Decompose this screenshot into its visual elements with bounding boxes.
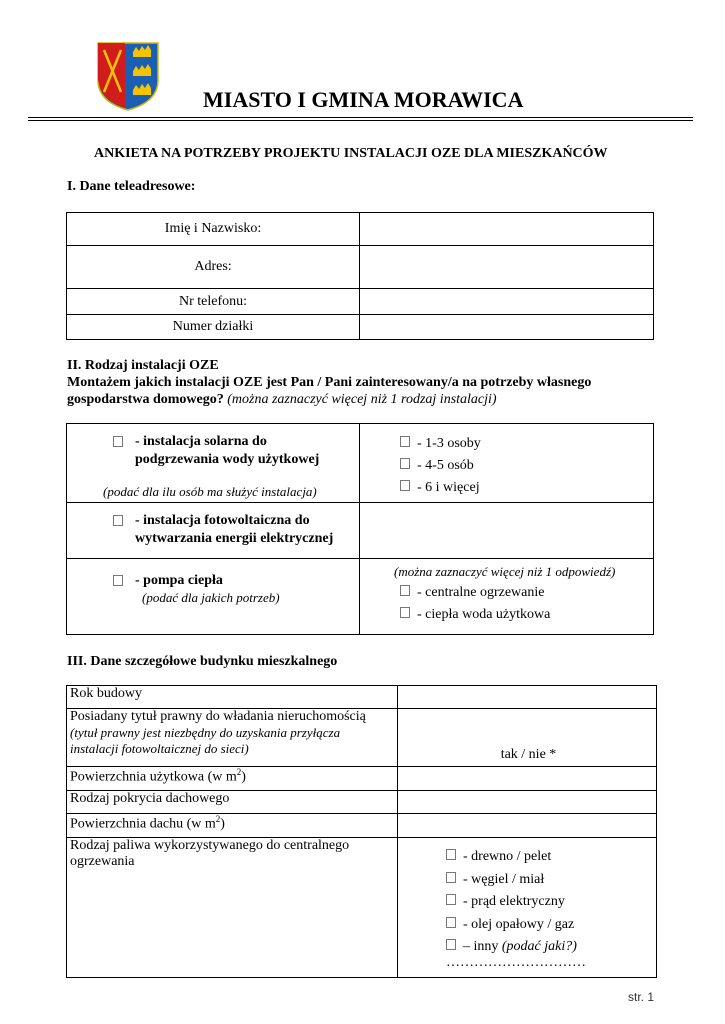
plot-label: Numer działki <box>67 315 360 340</box>
usable-area-close: ) <box>241 769 246 785</box>
central-heating-label: - centralne ogrzewanie <box>417 585 545 600</box>
solar-persons-cell <box>360 424 654 503</box>
persons-4-5-label: - 4-5 osób <box>417 458 474 473</box>
fuel-oil-gas-label: - olej opałowy / gaz <box>463 916 575 932</box>
legal-title-note-2: instalacji fotowoltaicznej do sieci) <box>70 741 249 756</box>
fuel-oil-gas-checkbox[interactable] <box>446 917 456 928</box>
fuel-options-cell <box>398 838 657 978</box>
fuel-wood-option[interactable] <box>446 846 586 869</box>
solar-hint: (podać dla ilu osób ma służyć instalacja) <box>103 484 317 499</box>
coat-of-arms-icon <box>95 40 161 112</box>
phone-label: Nr telefonu: <box>67 289 360 315</box>
heatpump-hint: (podać dla jakich potrzeb) <box>142 590 280 605</box>
usable-area-label <box>67 767 398 791</box>
fuel-other-label: – inny <box>463 939 499 954</box>
persons-6-option[interactable] <box>400 477 481 499</box>
legal-title-answer[interactable]: tak / nie * <box>398 709 657 767</box>
address-field[interactable] <box>360 246 654 289</box>
solar-label-1: - instalacja solarna do <box>135 434 267 449</box>
section2-heading-block <box>67 357 591 408</box>
fuel-oil-gas-option[interactable] <box>446 914 586 937</box>
page-number: str. 1 <box>628 990 655 1004</box>
fuel-type-label-2: ogrzewania <box>70 854 135 869</box>
heatpump-options-hint: (można zaznaczyć więcej niż 1 odpowiedź) <box>394 564 616 579</box>
roof-type-field[interactable] <box>398 791 657 814</box>
fuel-wood-label: - drewno / pelet <box>463 849 552 864</box>
persons-4-5-option[interactable] <box>400 455 481 477</box>
pv-label-2: wytwarzania energii elektrycznej <box>135 531 334 546</box>
roof-area-text: Powierzchnia dachu (w m <box>70 816 216 832</box>
roof-area-field[interactable] <box>398 814 657 838</box>
section3-heading: III. Dane szczegółowe budynku mieszkalnego <box>67 654 338 669</box>
usable-area-text: Powierzchnia użytkowa (w m <box>70 769 237 785</box>
central-heating-option[interactable] <box>400 582 550 604</box>
pv-empty-cell <box>360 503 654 559</box>
persons-1-3-checkbox[interactable] <box>400 436 410 447</box>
solar-checkbox[interactable] <box>113 436 123 447</box>
plot-field[interactable] <box>360 315 654 340</box>
fuel-electric-label: - prąd elektryczny <box>463 894 565 909</box>
fuel-options <box>446 846 586 969</box>
header-divider <box>28 117 693 118</box>
fuel-other-hint: (podać jaki?) <box>501 939 577 954</box>
section2-question: Montażem jakich instalacji OZE jest Pan / Pani zainteresowany/a na potrzeby własnego <box>67 375 592 390</box>
pv-option[interactable] <box>113 512 333 548</box>
persons-1-3-label: - 1-3 osoby <box>417 436 481 451</box>
hot-water-option[interactable] <box>400 604 550 626</box>
roof-type-label: Rodzaj pokrycia dachowego <box>67 791 398 814</box>
section2-question-cont: gospodarstwa domowego? <box>67 392 224 407</box>
legal-title-cell <box>67 709 398 767</box>
central-heating-checkbox[interactable] <box>400 585 410 596</box>
section2-heading: II. Rodzaj instalacji OZE <box>67 358 219 373</box>
section1-heading: I. Dane teleadresowe: <box>67 179 196 194</box>
heatpump-cell <box>67 559 360 635</box>
roof-area-label <box>67 814 398 838</box>
persons-4-5-checkbox[interactable] <box>400 458 410 469</box>
solar-label-2: podgrzewania wody użytkowej <box>135 452 320 467</box>
address-label: Adres: <box>67 246 360 289</box>
fuel-electric-checkbox[interactable] <box>446 894 456 905</box>
heatpump-option[interactable] <box>113 572 223 590</box>
heatpump-label: - pompa ciepła <box>135 573 223 588</box>
fuel-coal-checkbox[interactable] <box>446 872 456 883</box>
solar-option[interactable] <box>113 433 319 469</box>
fuel-wood-checkbox[interactable] <box>446 849 456 860</box>
name-label: Imię i Nazwisko: <box>67 213 360 246</box>
town-title: MIASTO I GMINA MORAWICA <box>203 87 524 112</box>
pv-label-1: - instalacja fotowoltaiczna do <box>135 513 310 528</box>
build-year-field[interactable] <box>398 686 657 709</box>
fuel-other-dots[interactable]: ………………………… <box>446 954 586 970</box>
pv-checkbox[interactable] <box>113 515 123 526</box>
roof-area-close: ) <box>220 816 225 832</box>
heatpump-purpose-options <box>400 582 550 626</box>
fuel-other-checkbox[interactable] <box>446 939 456 950</box>
roof-area-sup: 2 <box>215 814 221 824</box>
fuel-type-cell <box>67 838 398 978</box>
heatpump-checkbox[interactable] <box>113 575 123 586</box>
solar-cell <box>67 424 360 503</box>
persons-1-3-option[interactable] <box>400 433 481 455</box>
persons-6-label: - 6 i więcej <box>417 480 480 495</box>
survey-title: ANKIETA NA POTRZEBY PROJEKTU INSTALACJI OZE DLA MIESZKAŃCÓW <box>94 146 608 161</box>
name-field[interactable] <box>360 213 654 246</box>
heatpump-purpose-cell <box>360 559 654 635</box>
hot-water-label: - ciepła woda użytkowa <box>417 607 551 622</box>
pv-cell <box>67 503 360 559</box>
persons-6-checkbox[interactable] <box>400 480 410 491</box>
section2-question-line2 <box>67 391 591 408</box>
fuel-type-label-1: Rodzaj paliwa wykorzystywanego do centralnego <box>70 838 350 853</box>
installation-table <box>66 423 654 635</box>
usable-area-sup: 2 <box>236 767 242 777</box>
contact-table <box>66 212 654 340</box>
legal-title-label: Posiadany tytuł prawny do władania nieruchomością <box>70 709 366 724</box>
fuel-coal-label: - węgiel / miał <box>463 871 545 887</box>
legal-title-note-1: (tytuł prawny jest niezbędny do uzyskania przyłącza <box>70 725 341 740</box>
build-year-label: Rok budowy <box>67 686 398 709</box>
hot-water-checkbox[interactable] <box>400 607 410 618</box>
building-table <box>66 685 657 978</box>
usable-area-field[interactable] <box>398 767 657 791</box>
solar-persons-options <box>400 433 481 499</box>
header-divider-thin <box>28 120 693 121</box>
section2-question-hint: (można zaznaczyć więcej niż 1 rodzaj instalacji) <box>227 392 497 407</box>
fuel-coal-option[interactable] <box>446 869 586 892</box>
fuel-electric-option[interactable] <box>446 891 586 914</box>
phone-field[interactable] <box>360 289 654 315</box>
